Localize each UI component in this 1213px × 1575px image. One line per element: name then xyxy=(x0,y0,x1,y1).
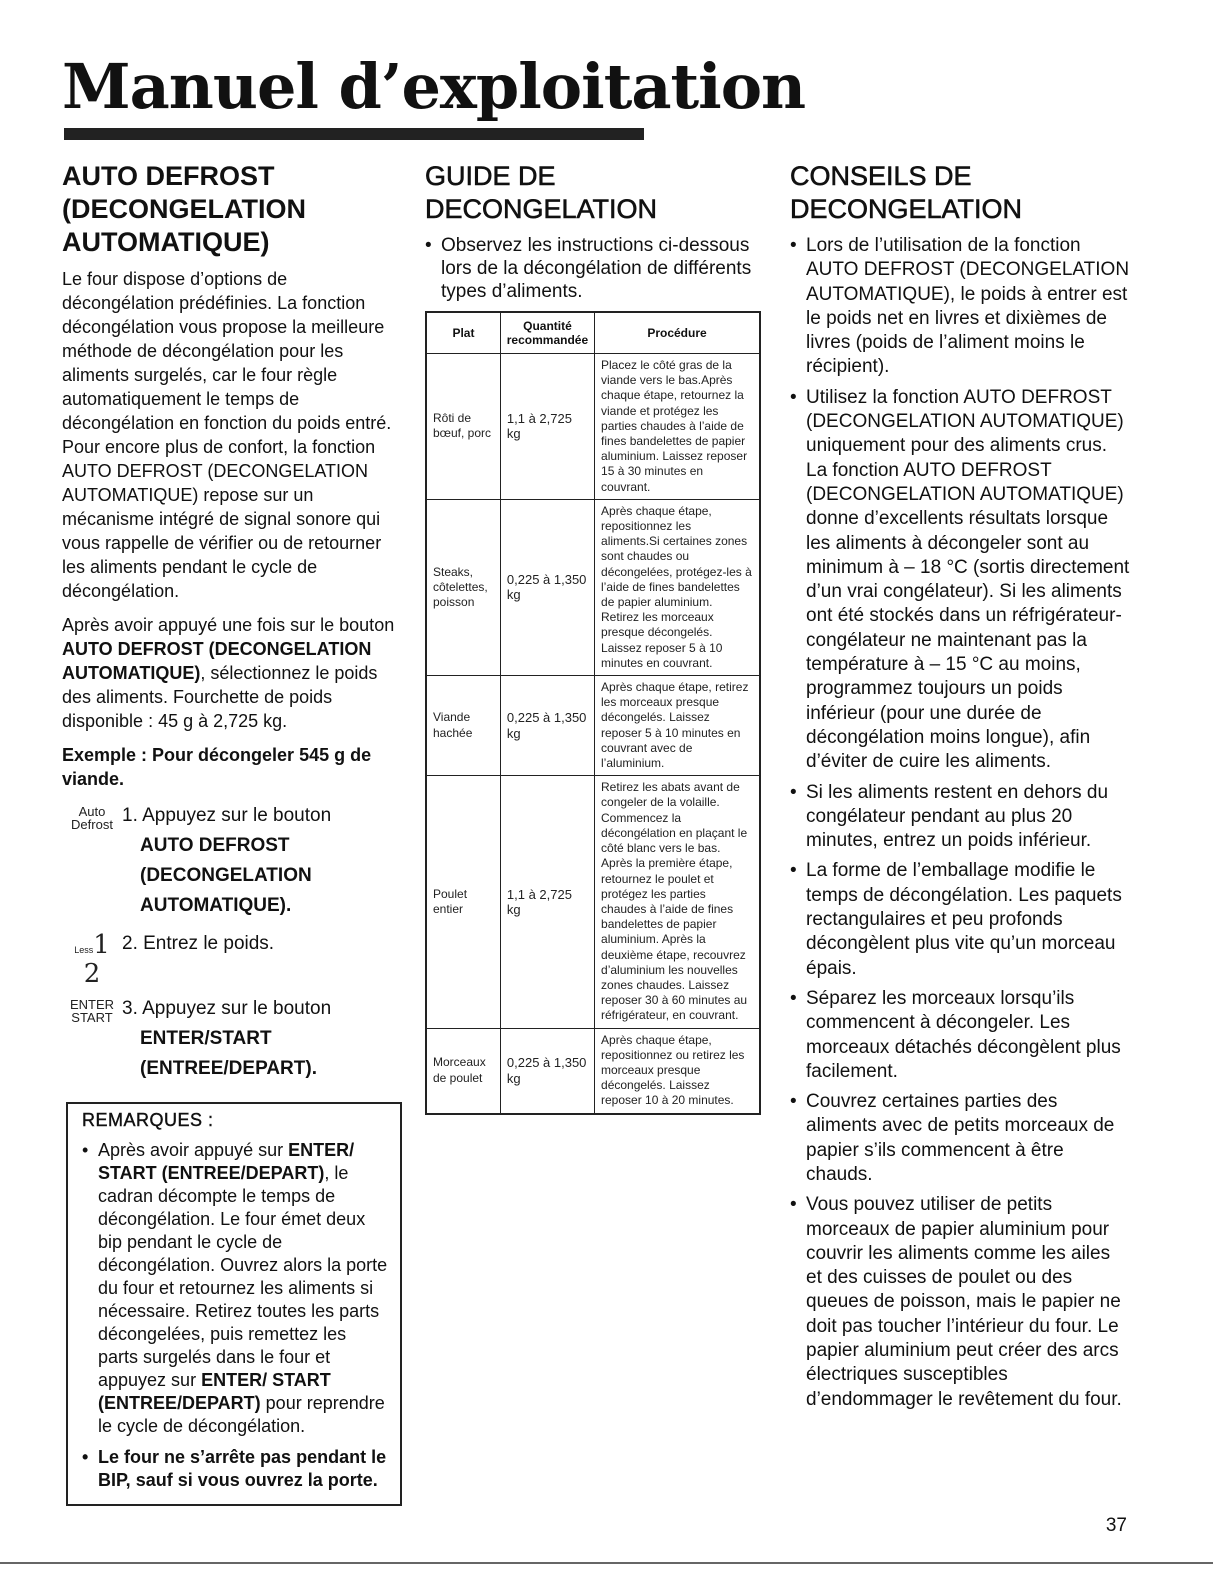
remarque-text: , le cadran décompte le temps de décongélation. Le four émet deux bip pendant le cycle de décongélation. Ouvrez alors la porte du four et retournez les aliments si nécessaire. Retirez toutes les parts décongelées, puis remettez les parts surgelés dans le four et appuyez sur xyxy=(98,1163,388,1390)
example-line: Exemple : Pour décongeler 545 g de viande. xyxy=(62,745,372,789)
page-title: Manuel d’exploitation xyxy=(62,50,806,123)
remarque-text: pour reprendre le cycle de décongélation. xyxy=(98,1393,385,1436)
conseil-item: • Lors de l’utilisation de la fonction AUTO DEFROST (DECONGELATION AUTOMATIQUE), le poids à entrer est le poids net en livres et dixièmes de livres (poids de l’aliment moins le récipient). xyxy=(790,234,1130,380)
auto-defrost-heading: AUTO DEFROST (DECONGELATION AUTOMATIQUE) xyxy=(62,161,306,257)
instructions-bold: AUTO DEFROST (DECONGELATION AUTOMATIQUE) xyxy=(62,639,372,683)
header-procedure: Procédure xyxy=(595,312,760,354)
cell-procedure: Après chaque étape, repositionnez ou retirez les morceaux presque décongelés. Laissez reposer 10 à 20 minutes. xyxy=(595,1028,760,1114)
conseil-item: • Utilisez la fonction AUTO DEFROST (DECONGELATION AUTOMATIQUE) uniquement pour des aliments crus. La fonction AUTO DEFROST (DECONGELATION AUTOMATIQUE) donne d’excellents résultats lorsque les aliments à décongeler sont au minimum à – 18 °C (sortis directement d’un vrai congélateur). Si les aliments ont été stockés dans un réfrigérateur-congélateur ne maintenant pas la température à – 15 °C au moins, programmez toujours un poids inférieur (pour une durée de décongélation moins longue), afin d’éviter de cuire les aliments. xyxy=(790,386,1130,775)
cell-quantite: 0,225 à 1,350 kg xyxy=(500,676,594,776)
step-3-bold: ENTER/START (ENTREE/DEPART). xyxy=(140,1028,317,1079)
remarque-item xyxy=(82,1139,390,1438)
auto-defrost-instructions xyxy=(62,613,402,733)
cell-quantite: 0,225 à 1,350 kg xyxy=(500,1028,594,1114)
icon-label-bottom: Defrost xyxy=(71,817,113,832)
icon-label-bottom: START xyxy=(71,1010,113,1025)
step-2 xyxy=(62,929,402,989)
cell-procedure: Placez le côté gras de la viande vers le bas.Après chaque étape, retournez la viande et protégez les parties chaudes à l’aide de fines bandelettes de papier aluminium. Laissez reposer 15 à 30 minutes en couvrant. xyxy=(595,354,760,500)
remarque-bold: ENTER/ START (ENTREE/DEPART) xyxy=(98,1140,355,1183)
number-keys-icon xyxy=(62,929,122,989)
table-row xyxy=(426,499,760,675)
guide-intro-list xyxy=(425,234,765,303)
step-3-text xyxy=(122,994,392,1084)
table-row xyxy=(426,776,760,1028)
conseils-column xyxy=(790,160,1130,1418)
cell-plat: Rôti de bœuf, porc xyxy=(426,354,500,500)
conseil-item: • Séparez les morceaux lorsqu’ils commencent à décongeler. Les morceaux détachés décongèlent plus facilement. xyxy=(790,987,1130,1084)
step-3 xyxy=(62,994,402,1084)
enter-start-key-icon xyxy=(62,994,122,1024)
conseils-heading: CONSEILS DE DECONGELATION xyxy=(790,161,1023,224)
guide-column xyxy=(425,160,765,1115)
cell-procedure: Après chaque étape, repositionnez les aliments.Si certaines zones sont chaudes ou décongelées, protégez-les à l’aide de fines bandelettes de papier aluminium. Retirez les morceaux presque décongelés. Laissez reposer 5 à 10 minutes en couvrant. xyxy=(595,499,760,675)
steps-list xyxy=(62,801,402,1084)
step-2-text: 2. Entrez le poids. xyxy=(122,933,275,954)
cell-procedure: Retirez les abats avant de congeler de la volaille. Commencez la décongélation en plaçant le côté blanc vers le bas. Après la première étape, retournez le poulet et protégez les parties chaudes à l’aide de fines bandelettes de papier aluminium. Après la deuxième étape, recouvrez d’aluminium les nouvelles zones chaudes. Laissez reposer 30 à 60 minutes au réfrigérateur, en couvrant. xyxy=(595,776,760,1028)
remarque-item-warning: • Le four ne s’arrête pas pendant le BIP, sauf si vous ouvrez la porte. xyxy=(82,1446,390,1492)
icon-label-top: Auto xyxy=(78,804,106,819)
defrost-guide-table xyxy=(425,311,761,1115)
conseil-item: • Si les aliments restent en dehors du congélateur pendant au plus 20 minutes, entrez un poids inférieur. xyxy=(790,781,1130,854)
cell-quantite: 1,1 à 2,725 kg xyxy=(500,354,594,500)
auto-defrost-key-icon xyxy=(62,801,122,831)
cell-quantite: 1,1 à 2,725 kg xyxy=(500,776,594,1028)
header-quantite: Quantité recommandée xyxy=(500,312,594,354)
step-1 xyxy=(62,801,402,921)
step-1-text xyxy=(122,801,392,921)
remarques-title: REMARQUES : xyxy=(82,1110,214,1130)
conseils-list xyxy=(790,234,1130,1412)
cell-plat: Poulet entier xyxy=(426,776,500,1028)
less-label: Less xyxy=(74,945,94,955)
table-row xyxy=(426,354,760,500)
instructions-text: Après avoir appuyé une fois sur le bouton xyxy=(62,615,395,635)
conseil-item: • La forme de l’emballage modifie le temps de décongélation. Les paquets rectangulaires et peu profonds décongèlent plus vite qu’un morceau épais. xyxy=(790,859,1130,980)
auto-defrost-column xyxy=(62,160,402,1506)
conseil-item: • Couvrez certaines parties des aliments avec de petits morceaux de papier s’ils commencent à être chauds. xyxy=(790,1090,1130,1187)
header-plat: Plat xyxy=(426,312,500,354)
table-header-row xyxy=(426,312,760,354)
icon-label-top: ENTER xyxy=(69,997,115,1012)
cell-plat: Steaks, côtelettes, poisson xyxy=(426,499,500,675)
table-row xyxy=(426,1028,760,1114)
remarque-text: Après avoir appuyé sur xyxy=(98,1140,289,1160)
remarques-box xyxy=(66,1102,402,1506)
instructions-text-end: , sélectionnez le poids des aliments. Fourchette de poids disponible : 45 g à 2,725 kg. xyxy=(62,663,378,731)
cell-plat: Morceaux de poulet xyxy=(426,1028,500,1114)
cell-quantite: 0,225 à 1,350 kg xyxy=(500,499,594,675)
page-number: 37 xyxy=(1105,1515,1127,1536)
table-row xyxy=(426,676,760,776)
conseil-item: • Vous pouvez utiliser de petits morceaux de papier aluminium pour couvrir les aliments comme les ailes et des cuisses de poulet ou des queues de poisson, mais le papier ne doit pas toucher l’intérieur du four. Le papier aluminium peut créer des arcs électriques susceptibles d’endommager le revêtement du four. xyxy=(790,1193,1130,1412)
guide-heading: GUIDE DE DECONGELATION xyxy=(425,161,658,224)
step-3-label: 3. Appuyez sur le bouton xyxy=(122,998,332,1019)
step-1-label: 1. Appuyez sur le bouton xyxy=(122,805,332,826)
remarques-list xyxy=(82,1139,390,1492)
guide-intro: • Observez les instructions ci-dessous lors de la décongélation de différents types d’aliments. xyxy=(425,234,765,303)
cell-procedure: Après chaque étape, retirez les morceaux presque décongelés. Laissez reposer 5 à 10 minutes en couvrant avec de l’aluminium. xyxy=(595,676,760,776)
bottom-divider xyxy=(0,1562,1213,1564)
step-1-bold: AUTO DEFROST (DECONGELATION AUTOMATIQUE). xyxy=(140,835,312,916)
cell-plat: Viande hachée xyxy=(426,676,500,776)
digits-label: 1 2 xyxy=(83,930,110,989)
auto-defrost-intro: Le four dispose d’options de décongélation prédéfinies. La fonction décongélation vous propose la meilleure méthode de décongélation pour les aliments surgelés, car le four règle automatiquement le temps de décongélation en fonction du poids entré. Pour encore plus de confort, la fonction AUTO DEFROST (DECONGELATION AUTOMATIQUE) repose sur un mécanisme intégré de signal sonore qui vous rappelle de vérifier ou de retourner les aliments pendant le cycle de décongélation. xyxy=(62,269,392,601)
remarque-bold: ENTER/ START (ENTREE/DEPART) xyxy=(98,1370,331,1413)
title-underline xyxy=(64,128,644,140)
